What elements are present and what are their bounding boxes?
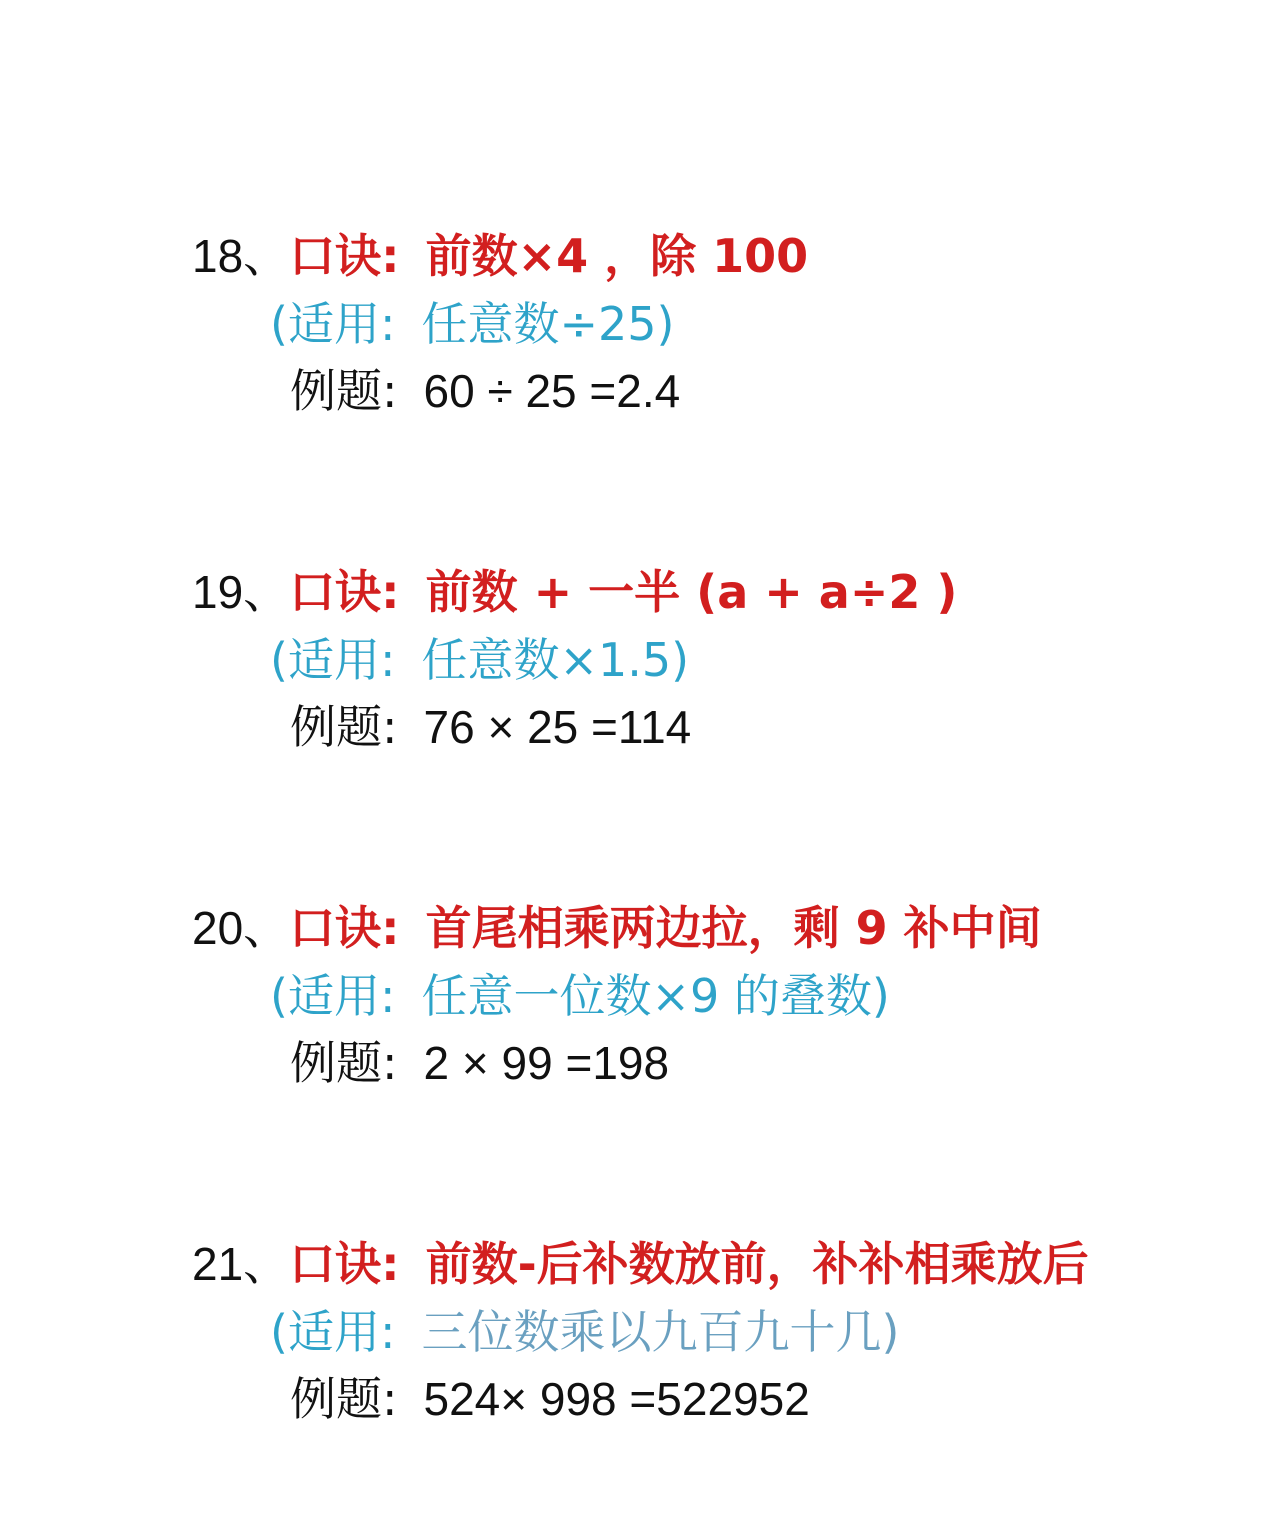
- example-text: 76 × 25 =114: [423, 701, 692, 753]
- example-label: 例题:: [290, 1372, 398, 1426]
- rule-line: [192, 900, 1042, 956]
- rule-label: 口诀:: [289, 229, 400, 283]
- example-label: 例题:: [290, 1036, 398, 1090]
- example-line: [290, 1035, 669, 1091]
- item-number: 18、: [192, 230, 290, 282]
- applies-text: 三位数乘以九百九十几): [421, 1305, 900, 1359]
- rule-line: [192, 564, 957, 620]
- item-number: 20、: [192, 902, 290, 954]
- example-line: [290, 363, 680, 419]
- rule-text: 前数×4 ，除 100: [425, 229, 809, 283]
- applies-line: [270, 1304, 899, 1360]
- applies-label: (适用:: [270, 297, 396, 351]
- applies-label: (适用:: [270, 969, 396, 1023]
- example-text: 60 ÷ 25 =2.4: [423, 365, 681, 417]
- item-number: 21、: [192, 1238, 290, 1290]
- rule-line: [192, 228, 808, 284]
- applies-text: 任意一位数×9 的叠数): [421, 969, 890, 1023]
- rule-text: 前数-后补数放前，补补相乘放后: [425, 1237, 1089, 1291]
- example-line: [290, 1371, 810, 1427]
- example-text: 2 × 99 =198: [423, 1037, 670, 1089]
- example-label: 例题:: [290, 364, 398, 418]
- example-text: 524× 998 =522952: [423, 1373, 810, 1425]
- applies-text: 任意数÷25): [421, 297, 675, 351]
- rule-label: 口诀:: [289, 1237, 400, 1291]
- example-line: [290, 699, 691, 755]
- rule-label: 口诀:: [289, 565, 400, 619]
- item-number: 19、: [192, 566, 290, 618]
- applies-label: (适用:: [270, 1305, 396, 1359]
- rule-line: [192, 1236, 1089, 1292]
- applies-line: [270, 968, 890, 1024]
- example-label: 例题:: [290, 700, 398, 754]
- rule-text: 首尾相乘两边拉，剩 9 补中间: [425, 901, 1042, 955]
- applies-line: [270, 632, 689, 688]
- rule-label: 口诀:: [289, 901, 400, 955]
- applies-text: 任意数×1.5): [421, 633, 690, 687]
- rule-text: 前数 + 一半 (a + a÷2 ): [425, 565, 958, 619]
- applies-label: (适用:: [270, 633, 396, 687]
- applies-line: [270, 296, 674, 352]
